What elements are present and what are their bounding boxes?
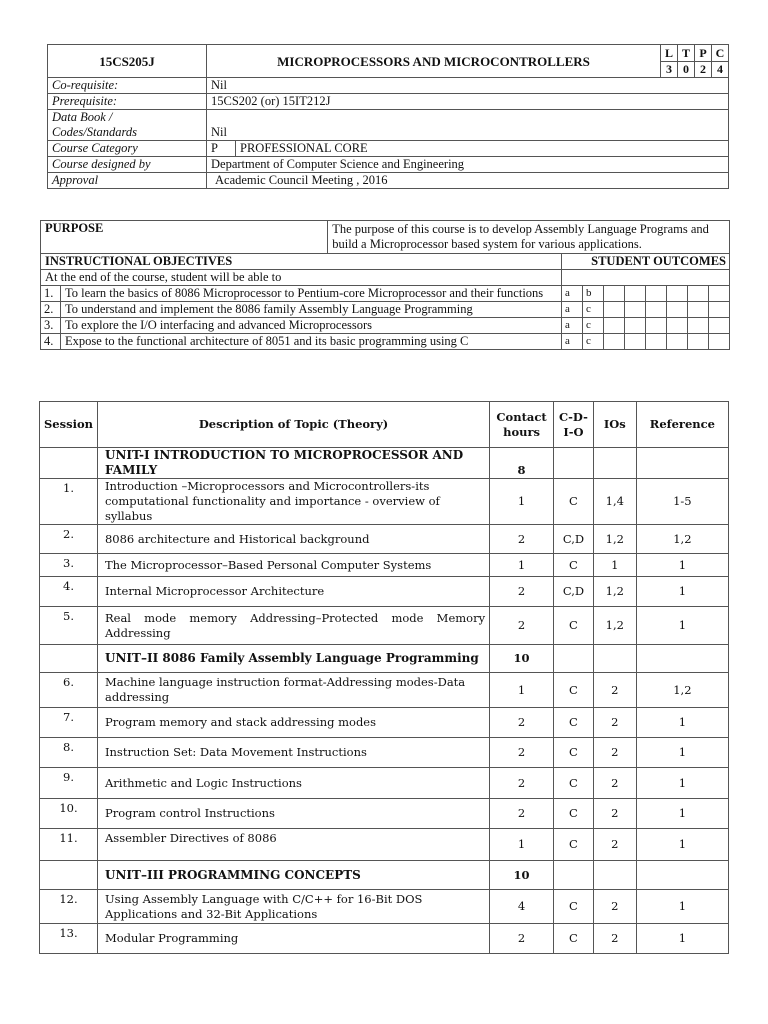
outcome-cell — [709, 318, 730, 334]
unit-hours: 10 — [490, 645, 554, 673]
session-row — [40, 525, 729, 554]
session-row — [40, 554, 729, 577]
session-description: Assembler Directives of 8086 — [97, 829, 489, 861]
session-number: 5. — [40, 607, 98, 645]
course-row-category — [48, 141, 729, 157]
objective-number: 2. — [41, 302, 61, 318]
session-cdio: C — [554, 738, 594, 768]
outcome-cell: c — [583, 302, 604, 318]
approval-value: Academic Council Meeting , 2016 — [207, 173, 729, 189]
designed-by-label: Course designed by — [48, 157, 207, 173]
course-row-databook — [48, 110, 729, 141]
outcome-cell — [604, 334, 625, 350]
session-ios: 2 — [593, 738, 636, 768]
objectives-intro: At the end of the course, student will be able to — [41, 270, 562, 286]
session-description: Modular Programming — [97, 924, 489, 954]
outcome-cell — [625, 334, 646, 350]
ltpc-header-l: L — [661, 45, 678, 62]
session-row — [40, 708, 729, 738]
unit-title: UNIT-I INTRODUCTION TO MICROPROCESSOR AND FAMILY — [97, 448, 489, 479]
session-row — [40, 924, 729, 954]
header-reference: Reference — [636, 402, 728, 448]
session-reference: 1 — [636, 554, 728, 577]
session-ios: 1,2 — [593, 525, 636, 554]
session-row — [40, 607, 729, 645]
objective-text: To understand and implement the 8086 family Assembly Language Programming — [61, 302, 562, 318]
outcome-cell: c — [583, 334, 604, 350]
corequisite-value: Nil — [207, 78, 729, 94]
objective-row — [41, 334, 730, 350]
session-cdio: C,D — [554, 525, 594, 554]
session-hours: 2 — [490, 768, 554, 799]
session-header-row — [40, 402, 729, 448]
session-row — [40, 829, 729, 861]
objectives-table — [40, 220, 730, 350]
session-description: Program memory and stack addressing modes — [97, 708, 489, 738]
header-contact-hours: Contact hours — [490, 402, 554, 448]
session-ios: 2 — [593, 890, 636, 924]
session-hours: 2 — [490, 607, 554, 645]
outcome-cell — [604, 286, 625, 302]
session-hours: 2 — [490, 924, 554, 954]
session-cdio: C — [554, 890, 594, 924]
session-hours: 1 — [490, 479, 554, 525]
session-reference: 1,2 — [636, 525, 728, 554]
session-description: 8086 architecture and Historical background — [97, 525, 489, 554]
outcome-cell: a — [562, 334, 583, 350]
category-code: P — [207, 141, 236, 157]
objective-row — [41, 286, 730, 302]
unit-blank — [40, 861, 98, 890]
outcome-cell — [688, 286, 709, 302]
session-number: 1. — [40, 479, 98, 525]
outcome-cell — [625, 286, 646, 302]
session-hours: 1 — [490, 554, 554, 577]
databook-label — [48, 110, 207, 141]
outcome-cell — [646, 334, 667, 350]
outcome-cell: a — [562, 286, 583, 302]
outcome-cell — [688, 334, 709, 350]
objective-number: 4. — [41, 334, 61, 350]
session-cdio: C — [554, 479, 594, 525]
course-code: 15CS205J — [48, 45, 207, 78]
session-number: 3. — [40, 554, 98, 577]
session-description: Program control Instructions — [97, 799, 489, 829]
course-row-designed-by — [48, 157, 729, 173]
objective-text: To learn the basics of 8086 Microprocessor to Pentium-core Microprocessor and their functions — [61, 286, 562, 302]
session-reference: 1,2 — [636, 673, 728, 708]
header-description: Description of Topic (Theory) — [97, 402, 489, 448]
session-cdio: C — [554, 924, 594, 954]
session-row — [40, 479, 729, 525]
course-row-prerequisite — [48, 94, 729, 110]
session-reference: 1 — [636, 768, 728, 799]
objective-row — [41, 302, 730, 318]
corequisite-label: Co-requisite: — [48, 78, 207, 94]
outcome-cell — [709, 302, 730, 318]
outcome-cell — [646, 302, 667, 318]
unit-row — [40, 861, 729, 890]
session-row — [40, 799, 729, 829]
session-cdio: C — [554, 768, 594, 799]
outcome-cell: a — [562, 318, 583, 334]
header-session: Session — [40, 402, 98, 448]
unit-blank — [554, 861, 594, 890]
session-hours: 1 — [490, 673, 554, 708]
session-ios: 2 — [593, 768, 636, 799]
session-ios: 1,2 — [593, 577, 636, 607]
outcome-cell — [667, 286, 688, 302]
ltpc-header-p: P — [695, 45, 712, 62]
outcome-cell — [667, 302, 688, 318]
purpose-label: PURPOSE — [41, 221, 328, 254]
session-cdio: C — [554, 554, 594, 577]
course-header-table — [47, 44, 729, 189]
outcome-cell — [625, 318, 646, 334]
session-row — [40, 890, 729, 924]
session-cdio: C — [554, 799, 594, 829]
session-hours: 2 — [490, 799, 554, 829]
outcome-cell — [709, 334, 730, 350]
session-reference: 1 — [636, 738, 728, 768]
session-description: Machine language instruction format-Addressing modes-Data addressing — [97, 673, 489, 708]
unit-title: UNIT–II 8086 Family Assembly Language Programming — [97, 645, 489, 673]
unit-blank — [554, 448, 594, 479]
databook-label-line2: Codes/Standards — [52, 125, 137, 139]
session-ios: 1,4 — [593, 479, 636, 525]
session-number: 2. — [40, 525, 98, 554]
session-cdio: C,D — [554, 577, 594, 607]
outcome-cell — [688, 318, 709, 334]
session-reference: 1 — [636, 799, 728, 829]
session-table — [39, 401, 729, 954]
student-outcomes-label: STUDENT OUTCOMES — [562, 254, 730, 270]
course-row-corequisite — [48, 78, 729, 94]
session-hours: 4 — [490, 890, 554, 924]
ltpc-value-c: 4 — [712, 62, 729, 78]
session-number: 7. — [40, 708, 98, 738]
unit-blank — [593, 645, 636, 673]
session-reference: 1 — [636, 924, 728, 954]
session-number: 4. — [40, 577, 98, 607]
outcome-cell — [667, 334, 688, 350]
session-reference: 1 — [636, 607, 728, 645]
unit-blank — [40, 448, 98, 479]
ltpc-header-t: T — [678, 45, 695, 62]
session-ios: 1 — [593, 554, 636, 577]
session-description: Using Assembly Language with C/C++ for 16-Bit DOS Applications and 32-Bit Applications — [97, 890, 489, 924]
session-ios: 2 — [593, 708, 636, 738]
session-cdio: C — [554, 829, 594, 861]
databook-value: Nil — [207, 110, 729, 141]
objective-text: Expose to the functional architecture of 8051 and its basic programming using C — [61, 334, 562, 350]
session-description: Introduction –Microprocessors and Microcontrollers-its computational functionality and importance - overview of syllabus — [97, 479, 489, 525]
outcome-cell — [667, 318, 688, 334]
prerequisite-label: Prerequisite: — [48, 94, 207, 110]
session-ios: 2 — [593, 799, 636, 829]
outcome-cell — [688, 302, 709, 318]
outcome-cell — [604, 302, 625, 318]
unit-row — [40, 448, 729, 479]
session-hours: 1 — [490, 829, 554, 861]
session-cdio: C — [554, 708, 594, 738]
unit-title: UNIT–III PROGRAMMING CONCEPTS — [97, 861, 489, 890]
session-hours: 2 — [490, 525, 554, 554]
ltpc-value-t: 0 — [678, 62, 695, 78]
ltpc-value-l: 3 — [661, 62, 678, 78]
outcome-cell — [709, 286, 730, 302]
session-description: Real mode memory Addressing–Protected mode Memory Addressing — [97, 607, 489, 645]
unit-hours: 8 — [490, 448, 554, 479]
session-ios: 2 — [593, 673, 636, 708]
objective-row — [41, 318, 730, 334]
unit-row — [40, 645, 729, 673]
ltpc-value-p: 2 — [695, 62, 712, 78]
outcome-cell — [646, 286, 667, 302]
session-reference: 1 — [636, 708, 728, 738]
session-description: The Microprocessor–Based Personal Computer Systems — [97, 554, 489, 577]
session-reference: 1 — [636, 577, 728, 607]
session-description: Instruction Set: Data Movement Instructions — [97, 738, 489, 768]
unit-blank — [40, 645, 98, 673]
session-number: 8. — [40, 738, 98, 768]
session-row — [40, 768, 729, 799]
ltpc-header-c: C — [712, 45, 729, 62]
session-row — [40, 738, 729, 768]
unit-blank — [636, 448, 728, 479]
session-ios: 2 — [593, 924, 636, 954]
outcome-cell: c — [583, 318, 604, 334]
session-description: Arithmetic and Logic Instructions — [97, 768, 489, 799]
outcome-cell — [646, 318, 667, 334]
session-reference: 1-5 — [636, 479, 728, 525]
session-description: Internal Microprocessor Architecture — [97, 577, 489, 607]
instructional-objectives-label: INSTRUCTIONAL OBJECTIVES — [41, 254, 562, 270]
category-label: Course Category — [48, 141, 207, 157]
objective-text: To explore the I/O interfacing and advanced Microprocessors — [61, 318, 562, 334]
session-hours: 2 — [490, 708, 554, 738]
outcome-cell — [604, 318, 625, 334]
objective-number: 3. — [41, 318, 61, 334]
unit-blank — [636, 645, 728, 673]
header-cdio: C-D-I-O — [554, 402, 594, 448]
unit-blank — [636, 861, 728, 890]
session-number: 6. — [40, 673, 98, 708]
session-row — [40, 673, 729, 708]
session-number: 9. — [40, 768, 98, 799]
unit-blank — [554, 645, 594, 673]
session-ios: 2 — [593, 829, 636, 861]
databook-label-line1: Data Book / — [52, 110, 113, 124]
session-reference: 1 — [636, 890, 728, 924]
session-number: 11. — [40, 829, 98, 861]
session-number: 10. — [40, 799, 98, 829]
outcome-cell: b — [583, 286, 604, 302]
session-hours: 2 — [490, 738, 554, 768]
session-number: 13. — [40, 924, 98, 954]
outcome-cell: a — [562, 302, 583, 318]
session-cdio: C — [554, 673, 594, 708]
prerequisite-value: 15CS202 (or) 15IT212J — [207, 94, 729, 110]
session-cdio: C — [554, 607, 594, 645]
session-reference: 1 — [636, 829, 728, 861]
course-title: MICROPROCESSORS AND MICROCONTROLLERS — [207, 45, 661, 78]
objective-number: 1. — [41, 286, 61, 302]
unit-blank — [593, 448, 636, 479]
course-row-approval — [48, 173, 729, 189]
session-number: 12. — [40, 890, 98, 924]
session-hours: 2 — [490, 577, 554, 607]
approval-label: Approval — [48, 173, 207, 189]
session-ios: 1,2 — [593, 607, 636, 645]
unit-blank — [593, 861, 636, 890]
purpose-text: The purpose of this course is to develop Assembly Language Programs and build a Microprocessor based system for various applications. — [328, 221, 730, 254]
session-row — [40, 577, 729, 607]
category-value: PROFESSIONAL CORE — [236, 141, 729, 157]
designed-by-value: Department of Computer Science and Engineering — [207, 157, 729, 173]
outcome-cell — [625, 302, 646, 318]
objectives-intro-outcomes-blank — [562, 270, 730, 286]
unit-hours: 10 — [490, 861, 554, 890]
header-ios: IOs — [593, 402, 636, 448]
